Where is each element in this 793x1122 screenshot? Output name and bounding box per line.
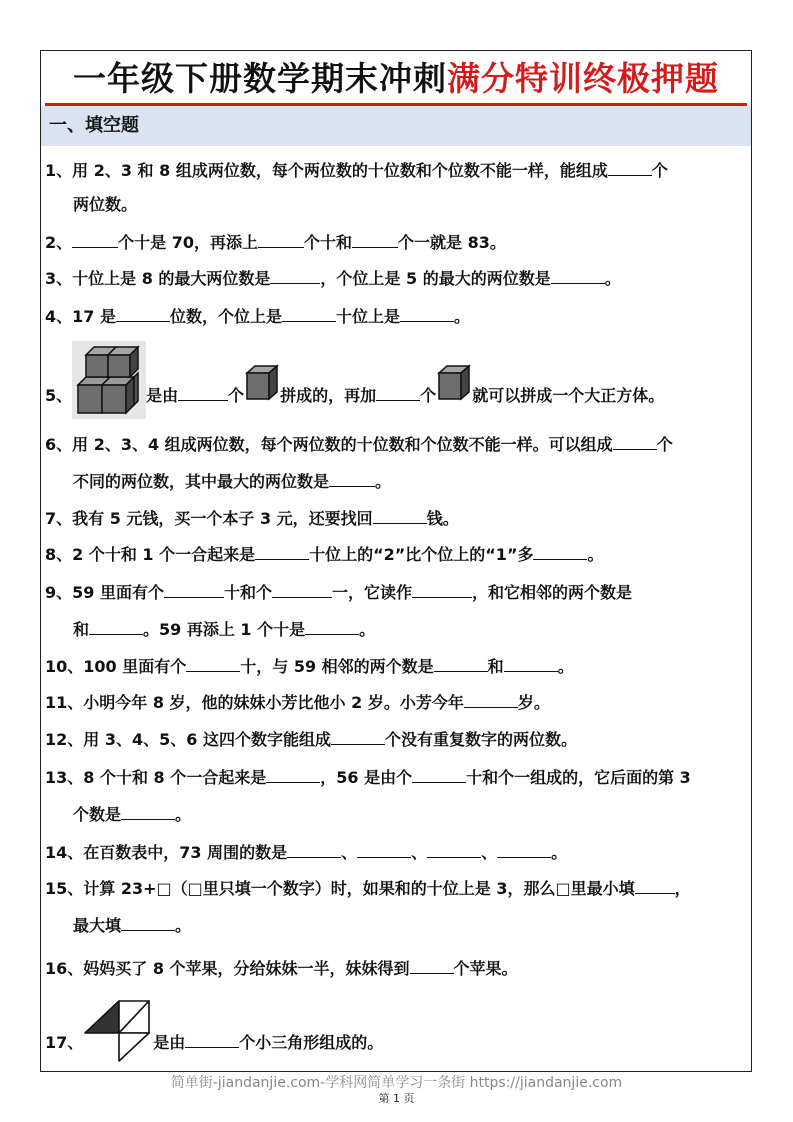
q14-sep: 、 xyxy=(481,843,498,862)
answer-blank[interactable] xyxy=(178,384,228,401)
q13-text: 十和个一组成的，它后面的第 3 xyxy=(466,768,691,787)
q5-text: 拼成的，再加 xyxy=(280,386,377,405)
q14-sep: 、 xyxy=(341,843,358,862)
q2-text: 个一就是 83。 xyxy=(398,233,506,252)
answer-blank[interactable] xyxy=(497,841,551,858)
question-2 xyxy=(45,231,506,254)
q1-text-cont: 两位数。 xyxy=(73,195,138,214)
q15-text-cont: 。 xyxy=(175,916,192,935)
answer-blank[interactable] xyxy=(116,305,170,322)
q4-text: 十位上是 xyxy=(336,307,401,326)
question-4 xyxy=(45,305,470,328)
question-10 xyxy=(45,655,574,678)
answer-blank[interactable] xyxy=(305,618,359,635)
answer-blank[interactable] xyxy=(121,803,175,820)
q5-num: 5、 xyxy=(45,386,73,405)
q10-text: 十，与 59 相邻的两个数是 xyxy=(240,657,434,676)
answer-blank[interactable] xyxy=(255,543,309,560)
q1-text-end: 个 xyxy=(651,161,668,180)
answer-blank[interactable] xyxy=(121,914,175,931)
q2-text: 个十是 70，再添上 xyxy=(118,233,258,252)
answer-blank[interactable] xyxy=(185,1031,239,1048)
answer-blank[interactable] xyxy=(608,159,652,176)
section-header: 一、填空题 xyxy=(41,106,751,146)
q6-text: 6、用 2、3、4 组成两位数，每个两位数的十位数和个位数不能一样。可以组成 xyxy=(45,435,613,454)
footer-watermark: 简单街-jiandanjie.com-学科网简单学习一条街 https://jiandanjie.com xyxy=(170,1075,623,1091)
q7-text: 钱。 xyxy=(426,509,459,528)
q9-text: 9、59 里面有个 xyxy=(45,583,164,602)
answer-blank[interactable] xyxy=(376,384,420,401)
small-cube-icon xyxy=(244,359,280,435)
question-11 xyxy=(45,691,550,714)
answer-blank[interactable] xyxy=(329,470,375,487)
q10-text: 和 xyxy=(487,657,504,676)
question-15-cont xyxy=(73,914,191,937)
question-6-cont xyxy=(73,470,391,493)
q4-text: 4、17 是 xyxy=(45,307,116,326)
q5-text: 就可以拼成一个大正方体。 xyxy=(472,386,665,405)
answer-blank[interactable] xyxy=(266,766,320,783)
answer-blank[interactable] xyxy=(412,766,466,783)
q3-text: 3、十位上是 8 的最大两位数是 xyxy=(45,269,271,288)
answer-blank[interactable] xyxy=(331,728,385,745)
question-9 xyxy=(45,581,632,604)
q6-text-end: 个 xyxy=(656,435,673,454)
q1-text: 1、用 2、3 和 8 组成两位数，每个两位数的十位数和个位数不能一样，能组成 xyxy=(45,161,608,180)
q17-text: 是由 xyxy=(153,1033,186,1052)
q15-text: 15、计算 23+□（□里只填一个数字）时，如果和的十位上是 3，那么□里最小填 xyxy=(45,879,635,898)
q14-sep: 、 xyxy=(411,843,428,862)
answer-blank[interactable] xyxy=(287,841,341,858)
q14-text: 14、在百数表中，73 周围的数是 xyxy=(45,843,288,862)
q6-text-cont: 不同的两位数，其中最大的两位数是 xyxy=(73,472,330,491)
q8-text: 8、2 个十和 1 个一合起来是 xyxy=(45,545,256,564)
worksheet-frame xyxy=(40,50,752,1072)
question-9-cont xyxy=(73,618,375,641)
question-6 xyxy=(45,433,673,456)
small-cube-icon xyxy=(436,359,472,435)
answer-blank[interactable] xyxy=(434,655,488,672)
q9-text-cont: 和 xyxy=(73,620,90,639)
question-15 xyxy=(45,877,691,900)
q12-text: 12、用 3、4、5、6 这四个数字能组成 xyxy=(45,730,331,749)
q10-text: 。 xyxy=(557,657,574,676)
answer-blank[interactable] xyxy=(357,841,411,858)
answer-blank[interactable] xyxy=(551,267,605,284)
q9-text: ，和它相邻的两个数是 xyxy=(472,583,633,602)
answer-blank[interactable] xyxy=(282,305,336,322)
q3-text: ，个位上是 5 的最大的两位数是 xyxy=(320,269,551,288)
q9-text-cont: 。59 再添上 1 个十是 xyxy=(143,620,306,639)
answer-blank[interactable] xyxy=(89,618,143,635)
q7-text: 7、我有 5 元钱，买一个本子 3 元，还要找回 xyxy=(45,509,373,528)
q8-text: 。 xyxy=(587,545,604,564)
page-title xyxy=(41,55,751,103)
answer-blank[interactable] xyxy=(613,433,657,450)
answer-blank[interactable] xyxy=(258,231,304,248)
q10-text: 10、100 里面有个 xyxy=(45,657,187,676)
q17-text: 个小三角形组成的。 xyxy=(239,1033,384,1052)
q5-text: 是由 xyxy=(146,386,179,405)
answer-blank[interactable] xyxy=(373,507,427,524)
q4-text: 。 xyxy=(454,307,471,326)
question-7 xyxy=(45,507,459,530)
question-3 xyxy=(45,267,621,290)
answer-blank[interactable] xyxy=(400,305,454,322)
title-main: 一年级下册数学期末冲刺 xyxy=(73,59,447,98)
answer-blank[interactable] xyxy=(72,231,118,248)
answer-blank[interactable] xyxy=(464,691,518,708)
q8-text: 十位上的“2”比个位上的“1”多 xyxy=(309,545,534,564)
answer-blank[interactable] xyxy=(427,841,481,858)
question-16 xyxy=(45,957,518,980)
q11-text: 11、小明今年 8 岁，他的妹妹小芳比他小 2 岁。小芳今年 xyxy=(45,693,464,712)
q16-text: 16、妈妈买了 8 个苹果，分给妹妹一半，妹妹得到 xyxy=(45,959,410,978)
q3-text: 。 xyxy=(604,269,621,288)
question-13 xyxy=(45,766,691,789)
q6-text: 。 xyxy=(375,472,392,491)
q14-end: 。 xyxy=(551,843,568,862)
question-13-cont xyxy=(73,803,191,826)
q4-text: 位数，个位上是 xyxy=(169,307,282,326)
q9-text: 十和个 xyxy=(223,583,272,602)
q17-num: 17、 xyxy=(45,1033,84,1052)
q2-num: 2、 xyxy=(45,233,73,252)
q2-text: 个十和 xyxy=(303,233,352,252)
answer-blank[interactable] xyxy=(352,231,398,248)
page-number: 第 1 页 xyxy=(378,1092,415,1105)
q13-text: 13、8 个十和 8 个一合起来是 xyxy=(45,768,267,787)
q5-text: 个 xyxy=(228,386,245,405)
answer-blank[interactable] xyxy=(164,581,224,598)
title-highlight: 满分特训终极押题 xyxy=(447,59,719,98)
q15-text-cont: 最大填 xyxy=(73,916,122,935)
q11-text: 岁。 xyxy=(517,693,550,712)
question-14 xyxy=(45,841,567,864)
answer-blank[interactable] xyxy=(533,543,587,560)
answer-blank[interactable] xyxy=(504,655,558,672)
answer-blank[interactable] xyxy=(410,957,454,974)
q16-text: 个苹果。 xyxy=(453,959,518,978)
answer-blank[interactable] xyxy=(412,581,472,598)
question-8 xyxy=(45,543,603,566)
question-12 xyxy=(45,728,577,751)
answer-blank[interactable] xyxy=(635,877,675,894)
q5-text: 个 xyxy=(420,386,437,405)
answer-blank[interactable] xyxy=(270,267,320,284)
q15-text: ， xyxy=(674,879,691,898)
question-1 xyxy=(45,159,668,182)
q13-text-cont: 。 xyxy=(175,805,192,824)
answer-blank[interactable] xyxy=(272,581,332,598)
q9-text: 一，它读作 xyxy=(332,583,413,602)
answer-blank[interactable] xyxy=(186,655,240,672)
q9-text-cont: 。 xyxy=(359,620,376,639)
q13-text-cont: 个数是 xyxy=(73,805,122,824)
q12-text: 个没有重复数字的两位数。 xyxy=(384,730,577,749)
question-1-cont xyxy=(73,194,137,216)
q13-text: ，56 是由个 xyxy=(320,768,413,787)
